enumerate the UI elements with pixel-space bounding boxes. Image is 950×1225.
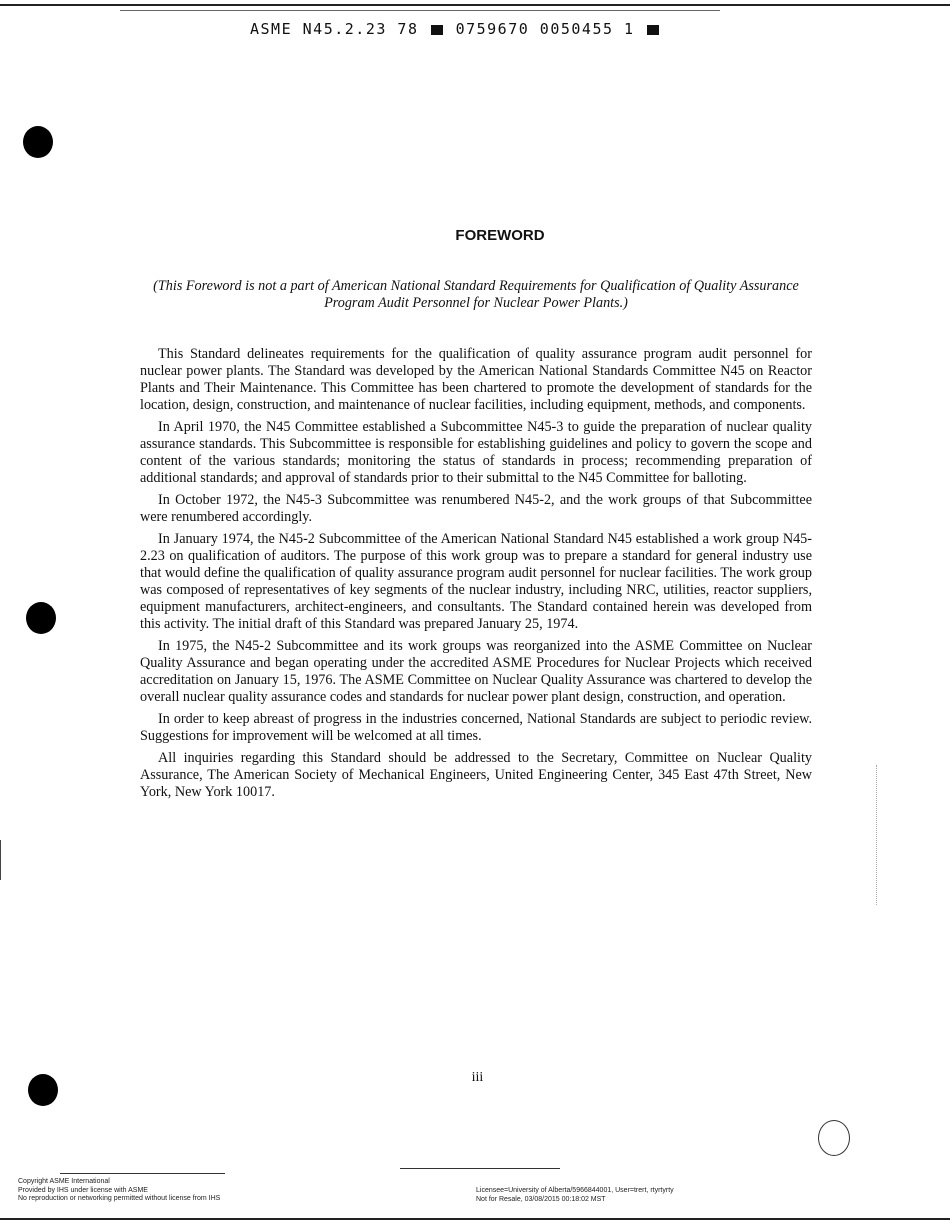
redaction-block (431, 25, 443, 35)
page-title: FOREWORD (455, 227, 545, 244)
paragraph: All inquiries regarding this Standard should be addressed to the Secretary, Committee on Nuclear Quality Assurance, The American Society of Mechanical Engineers, United Engineering Center, 345 East 47th Street, New York, New York 10017. (140, 750, 812, 800)
paragraph: In April 1970, the N45 Committee established a Subcommittee N45-3 to guide the preparation of nuclear quality assurance standards. This Subcommittee is responsible for establishing guidelines and policy to govern the scope and content of the various standards; monitoring the status of standards in process; recommending preparation of additional standards; and approval of standards prior to their submittal to the N45 Committee for balloting. (140, 419, 812, 486)
foreword-body (140, 346, 812, 806)
document-code-part2: 0759670 0050455 1 (455, 20, 635, 38)
top-scan-rule (0, 4, 950, 6)
paragraph: In October 1972, the N45-3 Subcommittee was renumbered N45-2, and the work groups of that Subcommittee were renumbered accordingly. (140, 492, 812, 525)
foreword-note: (This Foreword is not a part of American National Standard Requirements for Qualification of Quality Assurance Program Audit Personnel for Nuclear Power Plants.) (153, 278, 799, 311)
document-code-part1: ASME N45.2.23 78 (250, 20, 419, 38)
scan-ring-mark (818, 1120, 850, 1156)
footer-line: Licensee=University of Alberta/5966844001, User=trert, rtyrtyrty (476, 1187, 674, 1194)
page-number: iii (471, 1070, 484, 1085)
paragraph: In order to keep abreast of progress in the industries concerned, National Standards are subject to periodic review. Suggestions for improvement will be welcomed at all times. (140, 711, 812, 744)
paragraph: This Standard delineates requirements for the qualification of quality assurance program audit personnel for nuclear power plants. The Standard was developed by the American National Standards Committee N45 on Reactor Plants and Their Maintenance. This Committee has been chartered to promote the development of standards for the location, design, construction, and maintenance of nuclear facilities, including equipment, methods, and components. (140, 346, 812, 413)
footer-line: Provided by IHS under license with ASME (18, 1186, 148, 1194)
footer-line: Not for Resale, 03/08/2015 00:18:02 MST (476, 1195, 606, 1203)
paragraph: In 1975, the N45-2 Subcommittee and its work groups was reorganized into the ASME Committee on Nuclear Quality Assurance and began operating under the accredited ASME Procedures for Nuclear Projects which received accreditation on January 15, 1976. The ASME Committee on Nuclear Quality Assurance was chartered to develop the overall nuclear quality assurance codes and standards for nuclear power plant design, construction, and operation. (140, 638, 812, 705)
footer-line: Copyright ASME International (18, 1178, 110, 1185)
document-code-header (250, 20, 661, 38)
footer-license (476, 1187, 674, 1204)
paragraph: In January 1974, the N45-2 Subcommittee of the American National Standard N45 established a work group N45-2.23 on qualification of auditors. The purpose of this work group was to prepare a standard for general industry use that would define the qualification of quality assurance program audit personnel for nuclear facilities. The work group was composed of representatives of key segments of the nuclear industry, including NRC, utilities, reactor suppliers, equipment manufacturers, architect-engineers, and consultants. The Standard contained herein was developed from this activity. The initial draft of this Standard was prepared January 25, 1974. (140, 531, 812, 632)
footer-copyright (18, 1178, 220, 1204)
redaction-block (647, 25, 659, 35)
footer-line: No reproduction or networking permitted without license from IHS (18, 1195, 221, 1202)
scan-dotted-margin (876, 765, 878, 905)
bottom-scan-rule (0, 1218, 950, 1220)
signature-line-left (60, 1173, 225, 1174)
top-scan-rule-secondary (120, 10, 720, 11)
signature-line-right (400, 1168, 560, 1169)
binder-hole-middle (26, 602, 56, 634)
binder-hole-top (23, 126, 53, 158)
scan-edge-mark (0, 840, 1, 880)
